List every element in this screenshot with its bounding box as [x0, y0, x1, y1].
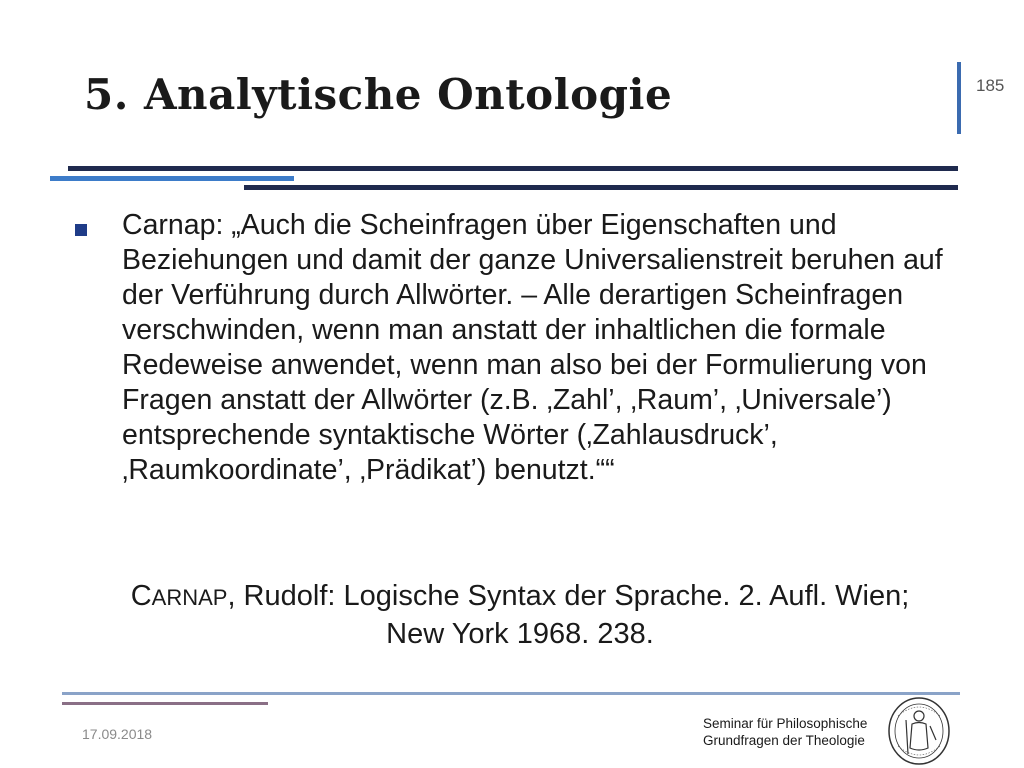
footer-seminar-line2: Grundfragen der Theologie: [703, 733, 865, 748]
citation: [120, 578, 920, 653]
title-rule-dark-top: [68, 166, 958, 171]
footer-date: 17.09.2018: [82, 726, 153, 742]
slide-title: 5. Analytische Ontologie: [84, 70, 673, 119]
page-number: 185: [976, 76, 1005, 95]
page-number-divider: [957, 62, 961, 134]
square-bullet-icon: [75, 224, 87, 236]
title-rule-blue: [50, 176, 294, 181]
citation-text: , Rudolf: Logische Syntax der Sprache. 2. Aufl. Wien; New York 1968. 238.: [227, 580, 910, 650]
footer-seminar-line1: Seminar für Philosophische: [703, 716, 868, 731]
footer-seminar: [703, 715, 883, 749]
footer-rule-purple: [62, 702, 268, 705]
citation-author-smallcaps: ARNAP: [151, 585, 228, 610]
citation-author-initial: C: [130, 580, 152, 612]
seminar-seal-icon: [886, 696, 952, 766]
footer-rule-blue: [62, 692, 960, 695]
quote-text: Carnap: „Auch die Scheinfragen über Eigenschaften und Beziehungen und damit der ganze Universalienstreit beruhen auf der Verführung durch Allwörter. – Alle derartigen Scheinfragen verschwinden, wenn man anstatt der inhaltlichen die formale Redeweise anwendet, wenn man also bei der Formulierung von Fragen anstatt der Allwörter (z.B. ‚Zahl’, ‚Raum’, ‚Universale’) entsprechende syntaktische Wörter (‚Zahlausdruck’, ‚Raumkoordinate’, ‚Prädikat’) benutzt.““: [122, 209, 943, 486]
title-rule-dark-bottom: [244, 185, 958, 190]
